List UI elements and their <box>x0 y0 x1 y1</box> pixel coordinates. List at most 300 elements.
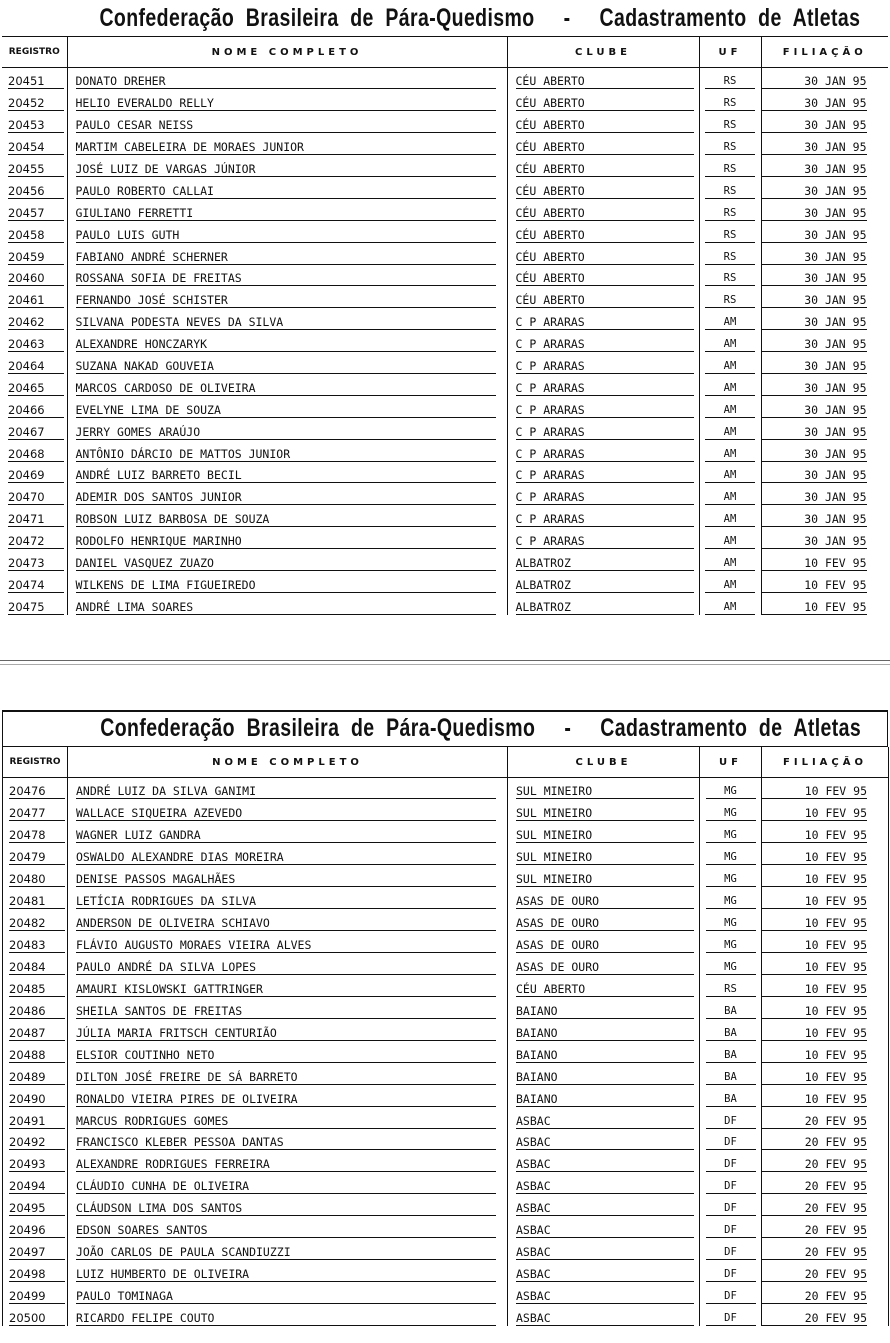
uf-cell-text: AM <box>705 359 755 374</box>
uf-cell <box>699 352 761 374</box>
uf-cell-text: RS <box>705 184 755 199</box>
uf-cell <box>699 133 761 155</box>
registro-cell <box>3 953 68 975</box>
registro-cell-text: 20475 <box>8 600 64 615</box>
nome-cell <box>67 221 507 243</box>
uf-cell <box>699 549 761 571</box>
clube-cell-text: BAIANO <box>516 1070 694 1085</box>
clube-cell <box>507 68 699 90</box>
filiacao-cell-text: 30 JAN 95 <box>762 447 867 462</box>
table-row <box>2 243 888 265</box>
clube-cell-text: CÉU ABERTO <box>516 982 694 997</box>
filiacao-cell-text: 10 FEV 95 <box>762 916 867 931</box>
clube-cell <box>508 1085 700 1107</box>
filiacao-cell <box>762 1172 889 1194</box>
filiacao-cell-text: 20 FEV 95 <box>762 1179 867 1194</box>
registro-cell-text: 20472 <box>8 534 64 549</box>
uf-cell-text: RS <box>706 982 756 997</box>
nome-cell <box>68 887 508 909</box>
uf-cell <box>699 483 761 505</box>
registro-cell <box>2 89 67 111</box>
nome-cell-text: WILKENS DE LIMA FIGUEIREDO <box>76 578 496 593</box>
page-title: Confederação Brasileira de Pára-Quedismo - Cadastramento de Atletas <box>100 714 862 742</box>
registro-cell <box>3 778 68 800</box>
filiacao-cell <box>761 199 888 221</box>
table-row <box>3 909 889 931</box>
uf-cell-text: AM <box>705 468 755 483</box>
nome-cell <box>68 821 508 843</box>
filiacao-cell-text: 20 FEV 95 <box>762 1245 867 1260</box>
uf-cell <box>700 1063 762 1085</box>
nome-cell-text: WAGNER LUIZ GANDRA <box>76 828 496 843</box>
uf-cell <box>700 1129 762 1151</box>
filiacao-cell-text: 30 JAN 95 <box>762 490 867 505</box>
table-header-row <box>3 747 889 778</box>
registro-cell-text: 20496 <box>9 1223 65 1238</box>
registro-cell <box>3 1150 68 1172</box>
registro-cell <box>2 111 67 133</box>
registro-cell-text: 20459 <box>8 250 64 265</box>
registro-cell <box>3 1304 68 1326</box>
clube-cell-text: CÉU ABERTO <box>516 162 694 177</box>
registro-cell <box>2 265 67 287</box>
nome-cell <box>68 1150 508 1172</box>
registro-cell <box>3 997 68 1019</box>
filiacao-cell <box>762 909 889 931</box>
nome-cell-text: RONALDO VIEIRA PIRES DE OLIVEIRA <box>76 1092 496 1107</box>
uf-cell-text: AM <box>705 403 755 418</box>
nome-cell-text: RODOLFO HENRIQUE MARINHO <box>76 534 496 549</box>
table-row <box>3 1172 889 1194</box>
filiacao-cell <box>761 440 888 462</box>
filiacao-cell-text: 10 FEV 95 <box>762 806 867 821</box>
column-header-uf: UF <box>700 747 762 778</box>
athletes-table <box>2 747 889 1326</box>
column-header-nome: NOME COMPLETO <box>67 37 507 68</box>
nome-cell <box>68 1304 508 1326</box>
nome-cell-text: EDSON SOARES SANTOS <box>76 1223 496 1238</box>
filiacao-cell-text: 10 FEV 95 <box>762 578 867 593</box>
clube-cell <box>507 199 699 221</box>
clube-cell <box>507 177 699 199</box>
uf-cell-text: AM <box>705 447 755 462</box>
uf-cell <box>699 330 761 352</box>
clube-cell <box>508 1172 700 1194</box>
nome-cell <box>68 1129 508 1151</box>
filiacao-cell-text: 20 FEV 95 <box>762 1311 867 1326</box>
filiacao-cell <box>762 1216 889 1238</box>
nome-cell-text: FABIANO ANDRÉ SCHERNER <box>76 250 496 265</box>
registro-cell-text: 20492 <box>9 1135 65 1150</box>
nome-cell <box>68 997 508 1019</box>
table-row <box>3 931 889 953</box>
uf-cell <box>700 1260 762 1282</box>
uf-cell-text: RS <box>705 206 755 221</box>
registro-cell <box>2 199 67 221</box>
uf-cell-text: MG <box>706 960 756 975</box>
table-row <box>2 133 888 155</box>
filiacao-cell <box>761 221 888 243</box>
registro-cell <box>2 155 67 177</box>
filiacao-cell <box>762 975 889 997</box>
nome-cell <box>67 155 507 177</box>
table-row <box>2 396 888 418</box>
table-row <box>3 1216 889 1238</box>
clube-cell <box>508 1238 700 1260</box>
registro-cell <box>3 975 68 997</box>
uf-cell-text: RS <box>705 271 755 286</box>
nome-cell <box>68 865 508 887</box>
filiacao-cell-text: 20 FEV 95 <box>762 1201 867 1216</box>
registro-cell <box>2 133 67 155</box>
clube-cell-text: CÉU ABERTO <box>516 293 694 308</box>
column-header-registro: REGISTRO <box>2 37 67 68</box>
table-row <box>2 462 888 484</box>
clube-cell <box>508 865 700 887</box>
filiacao-cell-text: 10 FEV 95 <box>762 872 867 887</box>
registro-cell-text: 20490 <box>9 1092 65 1107</box>
filiacao-cell <box>761 549 888 571</box>
registro-cell-text: 20481 <box>9 894 65 909</box>
clube-cell <box>507 265 699 287</box>
nome-cell-text: PAULO TOMINAGA <box>76 1289 496 1304</box>
registro-cell-text: 20458 <box>8 228 64 243</box>
filiacao-cell <box>761 527 888 549</box>
registro-cell <box>3 865 68 887</box>
registro-cell <box>2 243 67 265</box>
filiacao-cell <box>762 1085 889 1107</box>
filiacao-cell-text: 30 JAN 95 <box>762 206 867 221</box>
clube-cell <box>508 778 700 800</box>
table-row <box>2 483 888 505</box>
filiacao-cell <box>762 778 889 800</box>
nome-cell <box>68 931 508 953</box>
filiacao-cell-text: 30 JAN 95 <box>762 271 867 286</box>
clube-cell <box>508 953 700 975</box>
uf-cell-text: DF <box>706 1223 756 1238</box>
table-row <box>3 1107 889 1129</box>
nome-cell-text: WALLACE SIQUEIRA AZEVEDO <box>76 806 496 821</box>
uf-cell <box>700 1085 762 1107</box>
registro-cell-text: 20493 <box>9 1157 65 1172</box>
table-row <box>3 953 889 975</box>
clube-cell-text: SUL MINEIRO <box>516 850 694 865</box>
uf-cell-text: RS <box>705 140 755 155</box>
clube-cell-text: BAIANO <box>516 1026 694 1041</box>
uf-cell-text: RS <box>705 118 755 133</box>
filiacao-cell-text: 10 FEV 95 <box>762 982 867 997</box>
clube-cell-text: ASBAC <box>516 1267 694 1282</box>
table-row <box>3 1238 889 1260</box>
table-row <box>2 418 888 440</box>
registro-cell-text: 20477 <box>9 806 65 821</box>
filiacao-cell-text: 20 FEV 95 <box>762 1114 867 1129</box>
uf-cell <box>699 308 761 330</box>
table-row <box>2 155 888 177</box>
registro-cell-text: 20495 <box>9 1201 65 1216</box>
registro-cell-text: 20464 <box>8 359 64 374</box>
table-row <box>3 1129 889 1151</box>
nome-cell <box>67 549 507 571</box>
clube-cell <box>507 396 699 418</box>
filiacao-cell-text: 20 FEV 95 <box>762 1289 867 1304</box>
uf-cell <box>700 953 762 975</box>
clube-cell <box>508 887 700 909</box>
nome-cell <box>67 265 507 287</box>
clube-cell-text: ALBATROZ <box>516 578 694 593</box>
uf-cell-text: MG <box>706 784 756 799</box>
registro-cell <box>2 462 67 484</box>
registro-cell <box>2 286 67 308</box>
nome-cell-text: GIULIANO FERRETTI <box>76 206 496 221</box>
registro-cell-text: 20455 <box>8 162 64 177</box>
uf-cell <box>700 1304 762 1326</box>
nome-cell-text: ADEMIR DOS SANTOS JUNIOR <box>76 490 496 505</box>
registry-sheet-2 <box>2 710 888 1342</box>
column-header-nome: NOME COMPLETO <box>68 747 508 778</box>
filiacao-cell-text: 10 FEV 95 <box>762 894 867 909</box>
table-row <box>3 1150 889 1172</box>
filiacao-cell-text: 10 FEV 95 <box>762 828 867 843</box>
uf-cell-text: AM <box>705 381 755 396</box>
clube-cell-text: C P ARARAS <box>516 534 694 549</box>
clube-cell-text: ASBAC <box>516 1245 694 1260</box>
filiacao-cell-text: 30 JAN 95 <box>762 359 867 374</box>
registro-cell <box>3 1194 68 1216</box>
uf-cell <box>700 1216 762 1238</box>
nome-cell-text: JÚLIA MARIA FRITSCH CENTURIÃO <box>76 1026 496 1041</box>
clube-cell <box>507 352 699 374</box>
filiacao-cell-text: 30 JAN 95 <box>762 512 867 527</box>
filiacao-cell <box>761 286 888 308</box>
table-row <box>3 821 889 843</box>
clube-cell <box>507 418 699 440</box>
uf-cell <box>700 1150 762 1172</box>
nome-cell-text: MARTIM CABELEIRA DE MORAES JUNIOR <box>76 140 496 155</box>
column-header-uf: UF <box>699 37 761 68</box>
table-row <box>2 440 888 462</box>
table-row <box>2 286 888 308</box>
nome-cell <box>68 1260 508 1282</box>
nome-cell <box>68 1019 508 1041</box>
column-header-registro: REGISTRO <box>3 747 68 778</box>
clube-cell <box>508 909 700 931</box>
filiacao-cell <box>761 68 888 90</box>
registro-cell <box>3 1019 68 1041</box>
clube-cell-text: ASAS DE OURO <box>516 916 694 931</box>
sheet-header <box>2 710 888 747</box>
filiacao-cell <box>762 887 889 909</box>
registro-cell <box>3 909 68 931</box>
uf-cell <box>700 1172 762 1194</box>
filiacao-cell <box>761 133 888 155</box>
registro-cell <box>2 68 67 90</box>
registro-cell-text: 20467 <box>8 425 64 440</box>
filiacao-cell <box>761 462 888 484</box>
clube-cell-text: CÉU ABERTO <box>516 74 694 89</box>
clube-cell <box>508 1216 700 1238</box>
clube-cell <box>507 593 699 615</box>
clube-cell-text: ASBAC <box>516 1157 694 1172</box>
registro-cell <box>2 593 67 615</box>
uf-cell-text: RS <box>705 74 755 89</box>
uf-cell <box>700 865 762 887</box>
filiacao-cell-text: 10 FEV 95 <box>762 556 867 571</box>
registro-cell-text: 20473 <box>8 556 64 571</box>
registro-cell <box>3 887 68 909</box>
filiacao-cell-text: 10 FEV 95 <box>762 1070 867 1085</box>
uf-cell-text: AM <box>705 425 755 440</box>
clube-cell-text: C P ARARAS <box>516 468 694 483</box>
nome-cell-text: PAULO CESAR NEISS <box>76 118 496 133</box>
registro-cell <box>3 843 68 865</box>
clube-cell-text: BAIANO <box>516 1048 694 1063</box>
uf-cell-text: MG <box>706 894 756 909</box>
uf-cell-text: AM <box>705 490 755 505</box>
nome-cell <box>67 483 507 505</box>
registro-cell-text: 20485 <box>9 982 65 997</box>
registro-cell-text: 20484 <box>9 960 65 975</box>
clube-cell-text: C P ARARAS <box>516 425 694 440</box>
clube-cell-text: ASBAC <box>516 1114 694 1129</box>
nome-cell <box>67 308 507 330</box>
registro-cell-text: 20483 <box>9 938 65 953</box>
nome-cell <box>67 286 507 308</box>
nome-cell <box>68 1238 508 1260</box>
nome-cell <box>67 418 507 440</box>
registro-cell <box>3 931 68 953</box>
uf-cell-text: BA <box>706 1092 756 1107</box>
clube-cell-text: CÉU ABERTO <box>516 140 694 155</box>
clube-cell-text: SUL MINEIRO <box>516 806 694 821</box>
uf-cell-text: MG <box>706 938 756 953</box>
nome-cell-text: ANDERSON DE OLIVEIRA SCHIAVO <box>76 916 496 931</box>
filiacao-cell-text: 30 JAN 95 <box>762 162 867 177</box>
table-row <box>2 549 888 571</box>
filiacao-cell <box>762 1019 889 1041</box>
nome-cell <box>68 975 508 997</box>
nome-cell-text: ROBSON LUIZ BARBOSA DE SOUZA <box>76 512 496 527</box>
uf-cell <box>700 975 762 997</box>
clube-cell-text: ASBAC <box>516 1223 694 1238</box>
uf-cell <box>699 462 761 484</box>
clube-cell-text: ASBAC <box>516 1179 694 1194</box>
uf-cell-text: AM <box>705 534 755 549</box>
table-row <box>2 374 888 396</box>
clube-cell-text: SUL MINEIRO <box>516 872 694 887</box>
filiacao-cell <box>762 1107 889 1129</box>
filiacao-cell <box>762 997 889 1019</box>
clube-cell-text: ALBATROZ <box>516 556 694 571</box>
uf-cell <box>700 843 762 865</box>
uf-cell <box>700 1282 762 1304</box>
clube-cell-text: ASBAC <box>516 1201 694 1216</box>
nome-cell-text: HELIO EVERALDO RELLY <box>76 96 496 111</box>
registro-cell-text: 20468 <box>8 447 64 462</box>
filiacao-cell <box>761 177 888 199</box>
filiacao-cell <box>761 571 888 593</box>
uf-cell-text: RS <box>705 293 755 308</box>
filiacao-cell-text: 10 FEV 95 <box>762 1004 867 1019</box>
uf-cell-text: DF <box>706 1179 756 1194</box>
uf-cell-text: MG <box>706 850 756 865</box>
table-row <box>2 571 888 593</box>
nome-cell <box>67 505 507 527</box>
registro-cell-text: 20453 <box>8 118 64 133</box>
uf-cell <box>700 799 762 821</box>
registro-cell-text: 20469 <box>8 468 64 483</box>
uf-cell <box>699 396 761 418</box>
registro-cell-text: 20463 <box>8 337 64 352</box>
uf-cell <box>699 418 761 440</box>
clube-cell-text: C P ARARAS <box>516 512 694 527</box>
uf-cell <box>699 243 761 265</box>
filiacao-cell-text: 30 JAN 95 <box>762 534 867 549</box>
nome-cell <box>68 1085 508 1107</box>
clube-cell-text: ASAS DE OURO <box>516 938 694 953</box>
registro-cell-text: 20471 <box>8 512 64 527</box>
clube-cell <box>507 462 699 484</box>
filiacao-cell <box>762 1150 889 1172</box>
uf-cell-text: DF <box>706 1157 756 1172</box>
registro-cell <box>3 799 68 821</box>
nome-cell-text: LETÍCIA RODRIGUES DA SILVA <box>76 894 496 909</box>
clube-cell-text: CÉU ABERTO <box>516 271 694 286</box>
nome-cell <box>67 527 507 549</box>
nome-cell <box>68 1216 508 1238</box>
column-header-filiacao: FILIAÇÃO <box>762 747 889 778</box>
nome-cell-text: PAULO ANDRÉ DA SILVA LOPES <box>76 960 496 975</box>
uf-cell <box>700 1107 762 1129</box>
nome-cell <box>67 177 507 199</box>
filiacao-cell-text: 30 JAN 95 <box>762 96 867 111</box>
clube-cell <box>507 374 699 396</box>
filiacao-cell <box>762 1260 889 1282</box>
registro-cell-text: 20456 <box>8 184 64 199</box>
filiacao-cell-text: 10 FEV 95 <box>762 1092 867 1107</box>
table-row <box>3 1085 889 1107</box>
registro-cell <box>2 440 67 462</box>
uf-cell <box>699 221 761 243</box>
filiacao-cell <box>762 953 889 975</box>
page-title: Confederação Brasileira de Pára-Quedismo - Cadastramento de Atletas <box>99 4 861 32</box>
table-row <box>2 593 888 615</box>
clube-cell <box>508 1150 700 1172</box>
clube-cell-text: CÉU ABERTO <box>516 206 694 221</box>
filiacao-cell <box>762 821 889 843</box>
filiacao-cell <box>762 1304 889 1326</box>
filiacao-cell-text: 30 JAN 95 <box>762 250 867 265</box>
filiacao-cell <box>761 418 888 440</box>
nome-cell-text: ANDRÉ LUIZ DA SILVA GANIMI <box>76 784 496 799</box>
clube-cell-text: ASBAC <box>516 1289 694 1304</box>
clube-cell-text: C P ARARAS <box>516 381 694 396</box>
nome-cell <box>67 89 507 111</box>
filiacao-cell-text: 30 JAN 95 <box>762 403 867 418</box>
uf-cell-text: BA <box>706 1004 756 1019</box>
nome-cell-text: ALEXANDRE RODRIGUES FERREIRA <box>76 1157 496 1172</box>
nome-cell-text: ANDRÉ LUIZ BARRETO BECIL <box>76 468 496 483</box>
filiacao-cell <box>762 1238 889 1260</box>
clube-cell <box>508 799 700 821</box>
nome-cell <box>68 1194 508 1216</box>
uf-cell <box>700 909 762 931</box>
clube-cell <box>507 133 699 155</box>
uf-cell-text: DF <box>706 1311 756 1326</box>
uf-cell <box>699 89 761 111</box>
nome-cell <box>68 1172 508 1194</box>
table-row <box>2 330 888 352</box>
